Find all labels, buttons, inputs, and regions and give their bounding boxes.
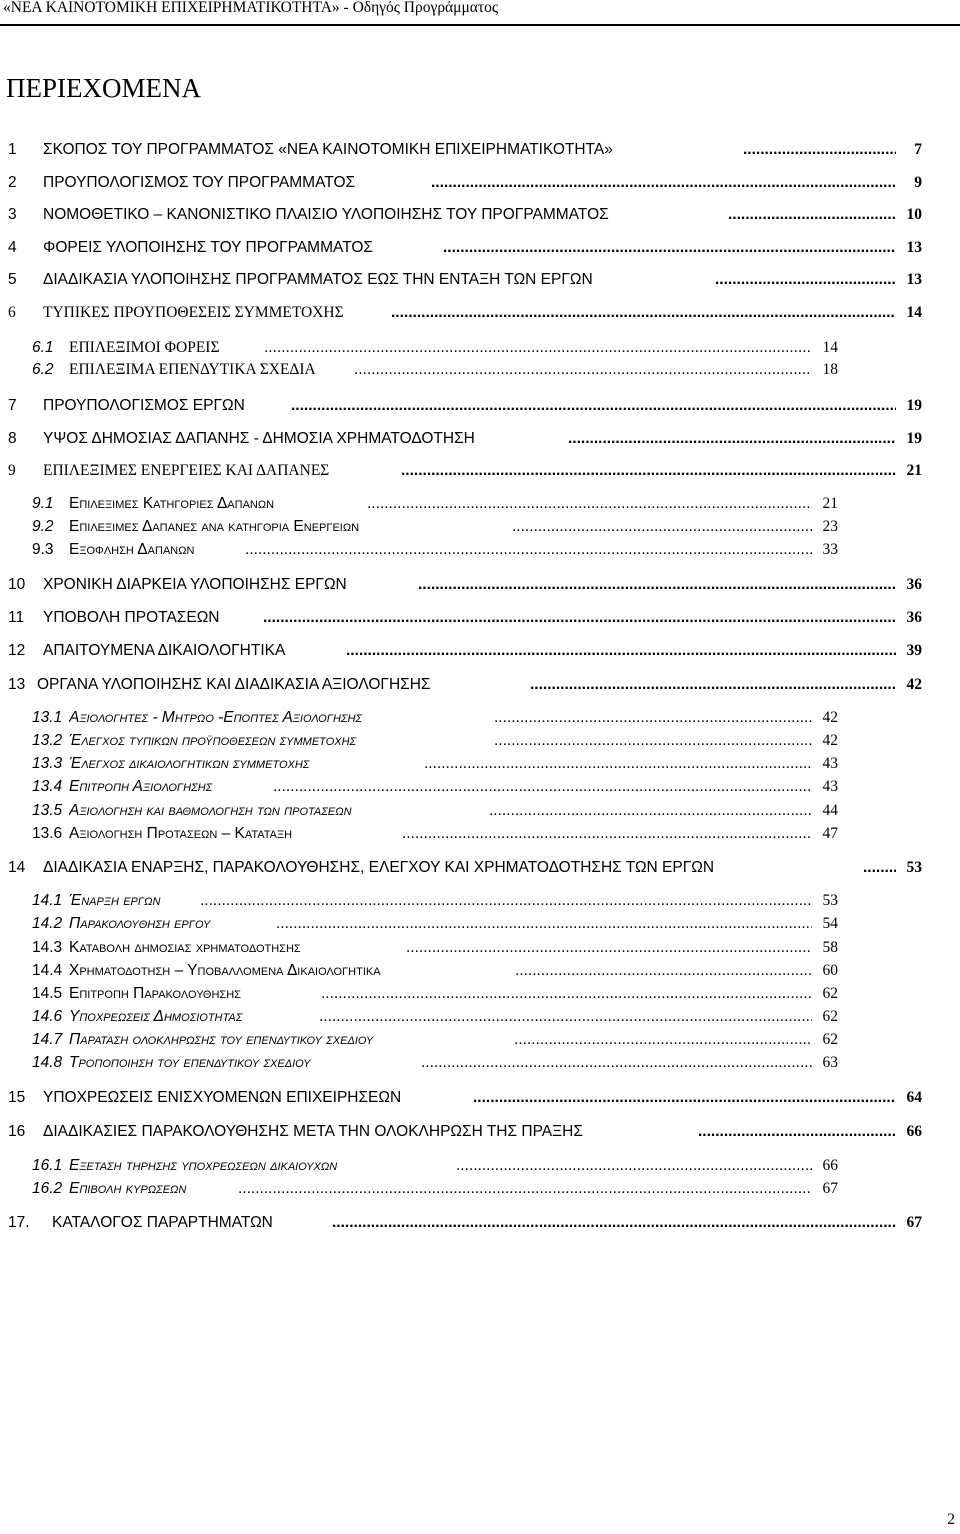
toc-entry[interactable] xyxy=(8,857,922,879)
toc-entry-number: 13.5 xyxy=(32,802,63,819)
toc-entry-label: ΔΙΑΔΙΚΑΣΙΑ ΥΛΟΠΟΙΗΣΗΣ ΠΡΟΓΡΑΜΜΑΤΟΣ ΕΩΣ ΤΗΝ ΕΝΤΑΞΗ ΤΩΝ ΕΡΓΩΝ xyxy=(43,271,593,288)
toc-entry-label: ΥΠΟΒΟΛΗ ΠΡΟΤΑΣΕΩΝ xyxy=(43,609,220,626)
toc-entry-number: 13.1 xyxy=(32,709,63,726)
toc-dot-leader xyxy=(401,460,896,482)
toc-entry-page: 21 xyxy=(906,462,922,479)
toc-entry-number: 14.2 xyxy=(32,915,63,932)
toc-entry-label: ΑΠΑΙΤΟΥΜΕΝΑ ΔΙΚΑΙΟΛΟΓΗΤΙΚΑ xyxy=(43,642,286,659)
toc-entry[interactable] xyxy=(8,269,922,291)
toc-dot-leader xyxy=(443,237,896,259)
toc-dot-leader xyxy=(494,730,812,752)
page-title: ΠΕΡΙΕΧΟΜΕΝΑ xyxy=(6,73,201,103)
header-title: «ΝΕΑ ΚΑΙΝΟΤΟΜΙΚΗ ΕΠΙΧΕΙΡΗΜΑΤΙΚΟΤΗΤΑ» - Οδηγός Προγράμματος xyxy=(3,0,499,16)
toc-entry[interactable] xyxy=(32,539,838,561)
toc-entry-number: 14 xyxy=(8,859,26,876)
toc-entry[interactable] xyxy=(32,983,838,1005)
toc-entry-number: 3 xyxy=(8,206,17,223)
toc-entry-page: 10 xyxy=(906,206,922,223)
toc-entry-page: 62 xyxy=(822,1008,838,1025)
toc-entry-number: 13.4 xyxy=(32,778,63,795)
toc-entry-label: ΥΠΟΧΡΕΩΣΕΙΣ ΕΝΙΣΧΥΟΜΕΝΩΝ ΕΠΙΧΕΙΡΗΣΕΩΝ xyxy=(43,1089,402,1106)
toc-entry-page: 42 xyxy=(822,732,838,749)
toc-entry-label: Παρακολουθηση εργου xyxy=(69,915,211,932)
toc-entry-number: 13.6 xyxy=(32,825,63,842)
toc-entry-number: 15 xyxy=(8,1089,26,1106)
toc-entry-page: 66 xyxy=(822,1157,838,1174)
toc-entry[interactable] xyxy=(32,1029,838,1051)
toc-entry[interactable] xyxy=(32,516,838,538)
toc-entry-number: 17. xyxy=(8,1214,30,1231)
toc-dot-leader xyxy=(264,337,812,359)
toc-entry-number: 12 xyxy=(8,642,26,659)
toc-entry-label: ΠΡΟΥΠΟΛΟΓΙΣΜΟΣ ΕΡΓΩΝ xyxy=(43,397,245,414)
toc-entry[interactable] xyxy=(8,395,922,417)
toc-entry-page: 13 xyxy=(906,239,922,256)
toc-entry-label: ΥΨΟΣ ΔΗΜΟΣΙΑΣ ΔΑΠΑΝΗΣ - ΔΗΜΟΣΙΑ ΧΡΗΜΑΤΟΔΟΤΗΣΗ xyxy=(43,430,475,447)
toc-entry[interactable] xyxy=(8,1087,922,1109)
toc-entry-number: 5 xyxy=(8,271,17,288)
toc-entry[interactable] xyxy=(8,460,922,482)
toc-entry[interactable] xyxy=(8,428,922,450)
toc-entry-number: 4 xyxy=(8,239,17,256)
toc-entry[interactable] xyxy=(8,204,922,226)
toc-entry-page: 36 xyxy=(906,609,922,626)
toc-entry-number: 16 xyxy=(8,1123,26,1140)
toc-entry-page: 21 xyxy=(822,495,838,512)
toc-dot-leader xyxy=(245,539,812,561)
toc-entry-number: 9.1 xyxy=(32,495,54,512)
toc-dot-leader xyxy=(494,707,812,729)
toc-entry-page: 9 xyxy=(914,174,922,191)
toc-dot-leader xyxy=(319,1006,812,1028)
toc-entry[interactable] xyxy=(8,139,922,161)
toc-entry[interactable] xyxy=(8,574,922,596)
toc-dot-leader xyxy=(568,428,896,450)
toc-entry-label: ΣΚΟΠΟΣ ΤΟΥ ΠΡΟΓΡΑΜΜΑΤΟΣ «ΝΕΑ ΚΑΙΝΟΤΟΜΙΚΗ ΕΠΙΧΕΙΡΗΜΑΤΙΚΟΤΗΤΑ» xyxy=(43,141,613,158)
toc-dot-leader xyxy=(238,1178,812,1200)
toc-entry[interactable] xyxy=(8,237,922,259)
toc-dot-leader xyxy=(421,1052,812,1074)
toc-dot-leader xyxy=(346,640,896,662)
toc-entry[interactable] xyxy=(32,960,838,982)
toc-entry-label: Χρηματοδοτηση – Υποβαλλομενα Δικαιολογητικα xyxy=(69,962,381,979)
toc-entry-label: Παραταση ολοκληρωσησ του επενδυτικου σχεδιου xyxy=(69,1031,374,1048)
toc-entry-number: 1 xyxy=(8,141,17,158)
toc-entry-number: 13 xyxy=(8,676,26,693)
toc-dot-leader xyxy=(515,960,812,982)
toc-entry-number: 16.1 xyxy=(32,1157,63,1174)
toc-entry-number: 14.1 xyxy=(32,892,63,909)
toc-entry[interactable] xyxy=(8,1212,922,1234)
toc-entry-number: 16.2 xyxy=(32,1180,63,1197)
toc-entry-number: 6 xyxy=(8,304,16,321)
toc-entry-number: 8 xyxy=(8,430,17,447)
toc-entry-label: ΤΥΠΙΚΕΣ ΠΡΟΥΠΟΘΕΣΕΙΣ ΣΥΜΜΕΤΟΧΗΣ xyxy=(43,304,344,321)
toc-entry[interactable] xyxy=(32,890,838,912)
toc-entry-page: 14 xyxy=(906,304,922,321)
toc-entry-label: Επιλεξιμεσ Δαπανεσ ανα κατηγορια Ενεργειων xyxy=(69,518,360,535)
toc-entry[interactable] xyxy=(32,493,838,515)
toc-entry-page: 66 xyxy=(906,1123,922,1140)
toc-entry-label: Επιτροπη Παρακολουθησησ xyxy=(69,985,241,1002)
toc-entry[interactable] xyxy=(32,730,838,752)
toc-entry-page: 14 xyxy=(822,339,838,356)
toc-entry[interactable] xyxy=(32,823,838,845)
toc-dot-leader xyxy=(402,823,812,845)
toc-entry-label: Έλεγχοσ δικαιολογητικων συμμετοχησ xyxy=(69,755,310,772)
toc-dot-leader xyxy=(273,776,812,798)
toc-dot-leader xyxy=(530,674,896,696)
toc-entry-label: Καταβολη δημοσιασ χρηματοδοτησησ xyxy=(69,939,301,956)
toc-entry-number: 13.2 xyxy=(32,732,63,749)
toc-entry[interactable] xyxy=(8,607,922,629)
toc-entry-label: Εξοφληση Δαπανων xyxy=(69,541,195,558)
toc-entry-page: 33 xyxy=(822,541,838,558)
toc-dot-leader xyxy=(431,172,896,194)
toc-entry-page: 19 xyxy=(906,397,922,414)
toc-entry[interactable] xyxy=(32,707,838,729)
toc-entry-label: ΔΙΑΔΙΚΑΣΙΕΣ ΠΑΡΑΚΟΛΟΥΘΗΣΗΣ ΜΕΤΑ ΤΗΝ ΟΛΟΚΛΗΡΩΣΗ ΤΗΣ ΠΡΑΞΗΣ xyxy=(43,1123,583,1140)
toc-entry-page: 53 xyxy=(822,892,838,909)
toc-entry-label: Επιτροπη Αξιολογησησ xyxy=(69,778,213,795)
toc-dot-leader xyxy=(424,753,812,775)
toc-entry-label: Αξιολογηση και βαθμολογηση των προτασεων xyxy=(69,802,352,819)
toc-entry-label: Έλεγχοσ τυπικων προϋποθεσεων συμμετοχησ xyxy=(69,732,357,749)
toc-entry-number: 14.7 xyxy=(32,1031,63,1048)
toc-dot-leader xyxy=(743,139,896,161)
toc-dot-leader xyxy=(473,1087,896,1109)
toc-entry[interactable] xyxy=(8,302,922,324)
toc-entry[interactable] xyxy=(32,753,838,775)
toc-entry-page: 64 xyxy=(906,1089,922,1106)
toc-entry[interactable] xyxy=(32,937,838,959)
toc-entry[interactable] xyxy=(32,800,838,822)
toc-dot-leader xyxy=(489,800,812,822)
toc-entry[interactable] xyxy=(32,1178,838,1200)
toc-entry-page: 44 xyxy=(822,802,838,819)
toc-entry-label: ΕΠΙΛΕΞΙΜΑ ΕΠΕΝΔΥΤΙΚΑ ΣΧΕΔΙΑ xyxy=(69,361,316,378)
toc-entry-label: ΕΠΙΛΕΞΙΜΟΙ ΦΟΡΕΙΣ xyxy=(69,339,220,356)
toc-dot-leader xyxy=(698,1121,896,1143)
toc-entry-page: 13 xyxy=(906,271,922,288)
toc-entry-label: Αξιολογητεσ - Μητρωο -Εποπτεσ Αξιολογησησ xyxy=(69,709,363,726)
toc-entry-number: 14.5 xyxy=(32,985,63,1002)
toc-entry-label: ΦΟΡΕΙΣ ΥΛΟΠΟΙΗΣΗΣ ΤΟΥ ΠΡΟΓΡΑΜΜΑΤΟΣ xyxy=(43,239,374,256)
toc-entry-page: 62 xyxy=(822,985,838,1002)
toc-entry-number: 9 xyxy=(8,462,16,479)
toc-entry[interactable] xyxy=(32,359,838,381)
toc-entry-label: Εξεταση τηρησησ υποχρεωσεων δικαιουχων xyxy=(69,1157,338,1174)
toc-entry-page: 23 xyxy=(822,518,838,535)
toc-dot-leader xyxy=(276,913,812,935)
toc-entry-label: Επιβολη κυρωσεων xyxy=(69,1180,187,1197)
toc-entry[interactable] xyxy=(32,776,838,798)
toc-entry-number: 14.8 xyxy=(32,1054,63,1071)
toc-entry-label: ΔΙΑΔΙΚΑΣΙΑ ΕΝΑΡΞΗΣ, ΠΑΡΑΚΟΛΟΥΘΗΣΗΣ, ΕΛΕΓΧΟΥ ΚΑΙ ΧΡΗΜΑΤΟΔΟΤΗΣΗΣ ΤΩΝ ΕΡΓΩΝ xyxy=(43,859,715,876)
toc-entry-number: 13.3 xyxy=(32,755,63,772)
toc-entry[interactable] xyxy=(8,172,922,194)
toc-dot-leader xyxy=(332,1212,896,1234)
toc-dot-leader xyxy=(418,574,896,596)
toc-entry-page: 47 xyxy=(822,825,838,842)
toc-dot-leader xyxy=(391,302,896,324)
toc-entry-page: 18 xyxy=(822,361,838,378)
toc-entry-page: 7 xyxy=(914,141,922,158)
toc-dot-leader xyxy=(354,359,812,381)
toc-dot-leader xyxy=(263,607,896,629)
toc-entry-page: 43 xyxy=(822,778,838,795)
toc-entry-number: 6.2 xyxy=(32,361,54,378)
toc-dot-leader xyxy=(291,395,896,417)
toc-entry-number: 7 xyxy=(8,397,17,414)
toc-dot-leader xyxy=(715,269,896,291)
toc-entry[interactable] xyxy=(32,337,838,359)
toc-dot-leader xyxy=(200,890,812,912)
toc-entry-number: 14.6 xyxy=(32,1008,63,1025)
toc-entry[interactable] xyxy=(32,913,838,935)
toc-entry-label: ΠΡΟΥΠΟΛΟΓΙΣΜΟΣ ΤΟΥ ΠΡΟΓΡΑΜΜΑΤΟΣ xyxy=(43,174,356,191)
toc-entry-page: 67 xyxy=(906,1214,922,1231)
toc-dot-leader xyxy=(863,857,896,879)
toc-entry[interactable] xyxy=(32,1052,838,1074)
toc-entry-page: 36 xyxy=(906,576,922,593)
toc-entry-page: 54 xyxy=(822,915,838,932)
toc-entry[interactable] xyxy=(8,674,922,696)
toc-entry-number: 9.3 xyxy=(32,541,54,558)
toc-entry-page: 39 xyxy=(906,642,922,659)
toc-dot-leader xyxy=(456,1155,812,1177)
toc-dot-leader xyxy=(321,983,812,1005)
toc-entry[interactable] xyxy=(8,1121,922,1143)
toc-entry-number: 11 xyxy=(8,609,25,626)
toc-entry-page: 43 xyxy=(822,755,838,772)
toc-entry-label: Τροποποιηση του επενδυτικου σχεδιου xyxy=(69,1054,311,1071)
toc-entry-page: 67 xyxy=(822,1180,838,1197)
toc-entry-page: 58 xyxy=(822,939,838,956)
toc-entry-label: ΧΡΟΝΙΚΗ ΔΙΑΡΚΕΙΑ ΥΛΟΠΟΙΗΣΗΣ ΕΡΓΩΝ xyxy=(43,576,347,593)
toc-entry-number: 10 xyxy=(8,576,26,593)
toc-entry-number: 2 xyxy=(8,174,17,191)
toc-entry-page: 62 xyxy=(822,1031,838,1048)
toc-entry-number: 14.4 xyxy=(32,962,63,979)
header-rule xyxy=(0,24,960,26)
toc-entry-number: 14.3 xyxy=(32,939,63,956)
toc-entry-label: Αξιολογηση Προτασεων – Καταταξη xyxy=(69,825,293,842)
toc-dot-leader xyxy=(512,516,812,538)
toc-entry-number: 9.2 xyxy=(32,518,54,535)
toc-entry-label: ΕΠΙΛΕΞΙΜΕΣ ΕΝΕΡΓΕΙΕΣ ΚΑΙ ΔΑΠΑΝΕΣ xyxy=(43,462,330,479)
toc-dot-leader xyxy=(406,937,812,959)
toc-entry[interactable] xyxy=(32,1006,838,1028)
toc-entry-page: 63 xyxy=(822,1054,838,1071)
toc-entry-label: Επιλεξιμεσ Κατηγοριεσ Δαπανων xyxy=(69,495,275,512)
toc-entry-label: ΚΑΤΑΛΟΓΟΣ ΠΑΡΑΡΤΗΜΑΤΩΝ xyxy=(52,1214,273,1231)
toc-entry[interactable] xyxy=(32,1155,838,1177)
toc-entry-number: 6.1 xyxy=(32,339,54,356)
toc-entry-page: 60 xyxy=(822,962,838,979)
toc-dot-leader xyxy=(514,1029,812,1051)
toc-dot-leader xyxy=(728,204,896,226)
toc-entry-label: ΝΟΜΟΘΕΤΙΚΟ – ΚΑΝΟΝΙΣΤΙΚΟ ΠΛΑΙΣΙΟ ΥΛΟΠΟΙΗΣΗΣ ΤΟΥ ΠΡΟΓΡΑΜΜΑΤΟΣ xyxy=(43,206,609,223)
toc-entry-page: 42 xyxy=(906,676,922,693)
toc-entry-page: 53 xyxy=(906,859,922,876)
toc-entry-label: Υποχρεωσεισ Δημοσιοτητασ xyxy=(69,1008,243,1025)
toc-entry-page: 42 xyxy=(822,709,838,726)
toc-dot-leader xyxy=(367,493,812,515)
toc-entry-label: Έναρξη εργων xyxy=(69,892,161,909)
toc-entry-label: ΟΡΓΑΝΑ ΥΛΟΠΟΙΗΣΗΣ ΚΑΙ ΔΙΑΔΙΚΑΣΙΑ ΑΞΙΟΛΟΓΗΣΗΣ xyxy=(37,676,431,693)
page-number: 2 xyxy=(947,1511,955,1528)
toc-entry-page: 19 xyxy=(906,430,922,447)
toc-entry[interactable] xyxy=(8,640,922,662)
